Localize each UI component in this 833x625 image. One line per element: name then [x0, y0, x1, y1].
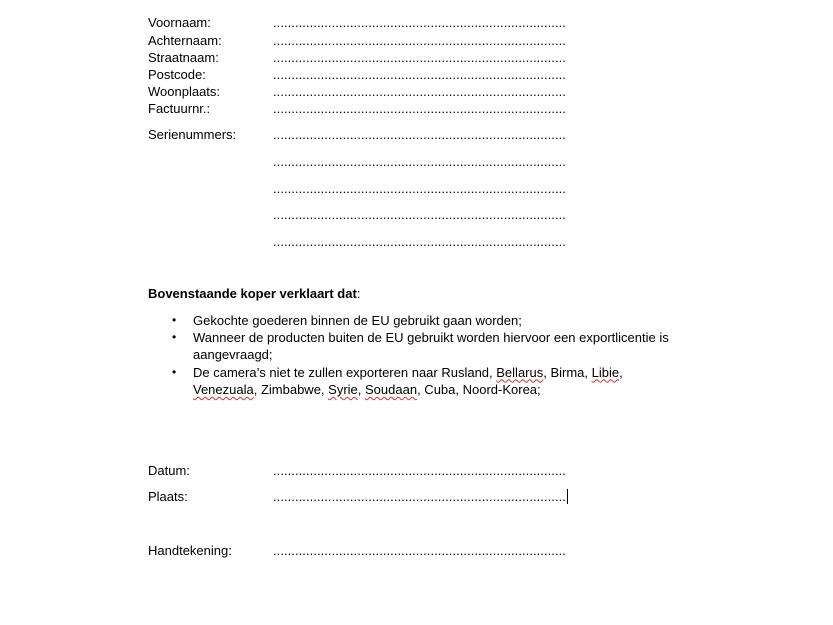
text-run: , [357, 381, 366, 397]
field-label: Straatnaam: [148, 49, 219, 65]
serial-line-3[interactable]: ................................................................................ [273, 181, 566, 196]
field-label: Handtekening: [148, 543, 232, 558]
list-item-text: Wanneer de producten buiten de EU gebruikt worden hiervoor een exportlicentie is aangevraagd; [193, 330, 669, 363]
field-label: Plaats: [148, 489, 188, 504]
field-label: Achternaam: [148, 32, 222, 48]
field-dots[interactable]: ................................................................................ [273, 543, 566, 558]
field-label: Factuurnr.: [148, 101, 211, 116]
text-run: , [619, 364, 623, 380]
field-dots[interactable]: ................................................................................ [273, 15, 566, 30]
field-dots[interactable]: ................................................................................ [273, 49, 566, 65]
list-item [148, 364, 688, 398]
spellcheck-word[interactable]: Bellarus [496, 364, 544, 380]
list-item [148, 312, 688, 329]
field-label: Datum: [148, 463, 190, 478]
field-dots[interactable]: ................................................................................ [273, 463, 566, 478]
spellcheck-word[interactable]: Libie [591, 364, 620, 380]
text-run: , Birma, [543, 364, 592, 380]
field-dots[interactable]: ................................................................................ [273, 84, 566, 99]
spellcheck-word[interactable]: Soudaan [365, 381, 418, 397]
declaration-heading-colon: : [356, 286, 361, 301]
list-item-text [193, 365, 623, 397]
field-dots[interactable] [273, 488, 568, 505]
text-run: , Cuba, Noord-Korea; [417, 381, 541, 397]
field-dots-text: ................................................................................ [273, 489, 566, 504]
declaration-heading [148, 286, 360, 301]
field-label: Serienummers: [148, 127, 237, 142]
bullet-icon: • [172, 330, 177, 345]
field-label: Postcode: [148, 66, 206, 82]
field-dots[interactable]: ................................................................................ [273, 101, 566, 116]
field-label: Voornaam: [148, 15, 211, 30]
list-item-text: Gekochte goederen binnen de EU gebruikt gaan worden; [193, 313, 522, 328]
bullet-icon: • [172, 313, 177, 327]
serial-line-2[interactable]: ................................................................................ [273, 154, 566, 169]
field-dots[interactable]: ................................................................................ [273, 32, 566, 48]
bullet-icon: • [172, 364, 177, 379]
declaration-heading-text: Bovenstaande koper verklaart dat [148, 286, 357, 301]
field-label: Woonplaats: [148, 84, 221, 99]
field-dots[interactable]: ................................................................................ [273, 66, 566, 82]
text-run: , Zimbabwe, [253, 381, 329, 397]
text-cursor [567, 489, 568, 504]
serial-line-5[interactable]: ................................................................................ [273, 234, 566, 249]
text-run: De camera’s niet te zullen exporteren naar Rusland, [193, 364, 497, 380]
declaration-list [148, 312, 688, 398]
serial-line-1[interactable]: ................................................................................ [273, 127, 566, 142]
spellcheck-word[interactable]: Syrie [328, 381, 358, 397]
serial-line-4[interactable]: ................................................................................ [273, 207, 566, 222]
spellcheck-word[interactable]: Venezuala [193, 381, 254, 397]
list-item [148, 329, 688, 363]
